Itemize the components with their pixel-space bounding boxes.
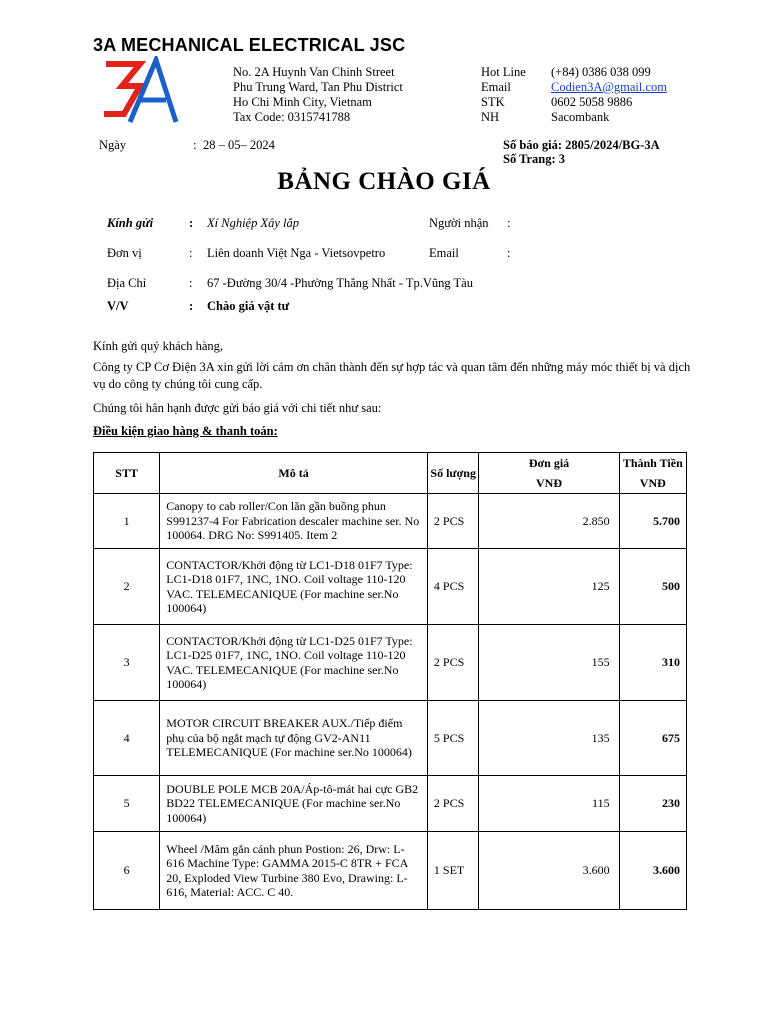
cell-qty: 1 SET [427,832,479,910]
header-total-unit: VNĐ [639,476,666,490]
cell-total: 675 [619,701,686,776]
unit-value: Liên doanh Việt Nga - Vietsovpetro [207,246,386,260]
cell-desc: CONTACTOR/Khởi động từ LC1-D25 01F7 Type: LC1-D25 01F7, 1NC, 1NO. Coil voltage 110-120 VAC. TELEMECANIQUE (For machine ser.No 100064) [160,625,428,701]
quote-info [503,138,660,166]
info-row-unit: Đơn vị : Liên doanh Việt Nga - Vietsovpetro Email : [107,246,511,260]
date-value: 28 – 05– 2024 [203,138,275,152]
email-label-recipient: Email [429,246,459,260]
table-row [94,701,687,776]
page-number: Số Trang: 3 [503,152,566,166]
cell-qty: 2 PCS [427,776,479,832]
address-label: Địa Chỉ [107,276,147,290]
company-contacts [481,65,667,125]
hotline-label: Hot Line [481,65,526,79]
cell-total: 230 [619,776,686,832]
header-price-unit: VNĐ [536,476,563,490]
address-line: No. 2A Huynh Van Chinh Street [233,65,395,79]
cell-price: 155 [479,625,619,701]
company-name: 3A MECHANICAL ELECTRICAL JSC [93,35,406,55]
cell-desc: DOUBLE POLE MCB 20A/Áp-tô-mát hai cực GB2 BD22 TELEMECANIQUE (For machine ser.No 100064) [160,776,428,832]
bank-label: NH [481,110,500,124]
cell-price: 125 [479,549,619,625]
cell-qty: 2 PCS [427,494,479,549]
address-line: Ho Chi Minh City, Vietnam [233,95,372,109]
table-row [94,549,687,625]
subject-label: V/V [107,299,129,313]
table-row [94,776,687,832]
table-row [94,832,687,910]
receiver-label: Người nhận [429,216,489,230]
cell-stt: 4 [94,701,160,776]
account-label: STK [481,95,505,109]
cell-total: 500 [619,549,686,625]
header-total [619,453,686,494]
cell-price: 3.600 [479,832,619,910]
table-row [94,625,687,701]
header-price-label: Đơn giá [528,456,570,470]
quotation-table [93,452,687,910]
address-value: 67 -Đường 30/4 -Phường Thắng Nhất - Tp.Vũng Tàu [207,276,473,290]
date-label: Ngày [99,138,127,152]
table-row [94,494,687,549]
cell-desc: Wheel /Mâm gắn cánh phun Postion: 26, Drw: L-616 Machine Type: GAMMA 2015-C 8TR + FCA 20, Exploded View Turbine 380 Evo, Drawing: L-616, Material: ACC. C 40. [160,832,428,910]
to-label: Kính gửi [107,216,154,230]
greeting: Kính gửi quý khách hàng, [93,339,224,353]
info-row-subject: V/V : Chào giá vật tư [107,299,290,313]
cell-qty: 5 PCS [427,701,479,776]
header-qty: Số lượng [427,453,479,494]
tax-code: Tax Code: 0315741788 [233,110,351,124]
date-row: Ngày : 28 – 05– 2024 [99,138,275,152]
header-stt: STT [94,453,160,494]
cell-total: 3.600 [619,832,686,910]
account-value: 0602 5058 9886 [551,95,633,109]
header-price [479,453,619,494]
info-row-to: Kính gửi : Xí Nghiệp Xây lắp Người nhận : [107,216,511,230]
subject-value: Chào giá vật tư [207,299,290,313]
cell-total: 310 [619,625,686,701]
company-address [233,65,403,125]
unit-label: Đơn vị [107,246,142,260]
cell-stt: 3 [94,625,160,701]
table-header-row [94,453,687,494]
to-value: Xí Nghiệp Xây lắp [207,216,299,230]
cell-qty: 4 PCS [427,549,479,625]
cell-desc: CONTACTOR/Khởi động từ LC1-D18 01F7 Type: LC1-D18 01F7, 1NC, 1NO. Coil voltage 110-120 VAC. TELEMECANIQUE (For machine ser.No 100064) [160,549,428,625]
cell-stt: 6 [94,832,160,910]
email-link[interactable]: Codien3A@gmail.com [551,80,668,94]
cell-desc: Canopy to cab roller/Con lăn gần buồng phun S991237-4 For Fabrication descaler machine ser. No 100064. DRG No: S991405. Item 2 [160,494,428,549]
header-desc: Mô tả [160,453,428,494]
info-row-address: Địa Chỉ : 67 -Đường 30/4 -Phường Thắng Nhất - Tp.Vũng Tàu [107,276,473,290]
quote-number: Số báo giá: 2805/2024/BG-3A [503,138,660,152]
cell-stt: 2 [94,549,160,625]
cell-price: 115 [479,776,619,832]
bank-value: Sacombank [551,110,610,124]
thanks-paragraph: Công ty CP Cơ Điện 3A xin gửi lời cám ơn chân thành đến sự hợp tác và quan tâm đến những máy móc thiết bị và dịch vụ do công ty chúng tôi cung cấp. [93,360,691,391]
cell-qty: 2 PCS [427,625,479,701]
intro-paragraph: Chúng tôi hân hạnh được gửi báo giá với chi tiết như sau: [93,401,382,415]
company-logo [100,56,180,126]
cell-total: 5.700 [619,494,686,549]
cell-price: 2.850 [479,494,619,549]
cell-desc: MOTOR CIRCUIT BREAKER AUX./Tiếp điểm phụ của bộ ngắt mạch tự động GV2-AN11 TELEMECANIQUE (For machine ser.No 100064) [160,701,428,776]
cell-price: 135 [479,701,619,776]
document-title: BẢNG CHÀO GIÁ [277,168,491,195]
email-label: Email [481,80,511,94]
cell-stt: 1 [94,494,160,549]
cell-stt: 5 [94,776,160,832]
hotline-value: (+84) 0386 038 099 [551,65,651,79]
header-total-label: Thành Tiền [622,456,683,470]
terms-heading: Điều kiện giao hàng & thanh toán: [93,424,278,438]
address-line: Phu Trung Ward, Tan Phu District [233,80,403,94]
